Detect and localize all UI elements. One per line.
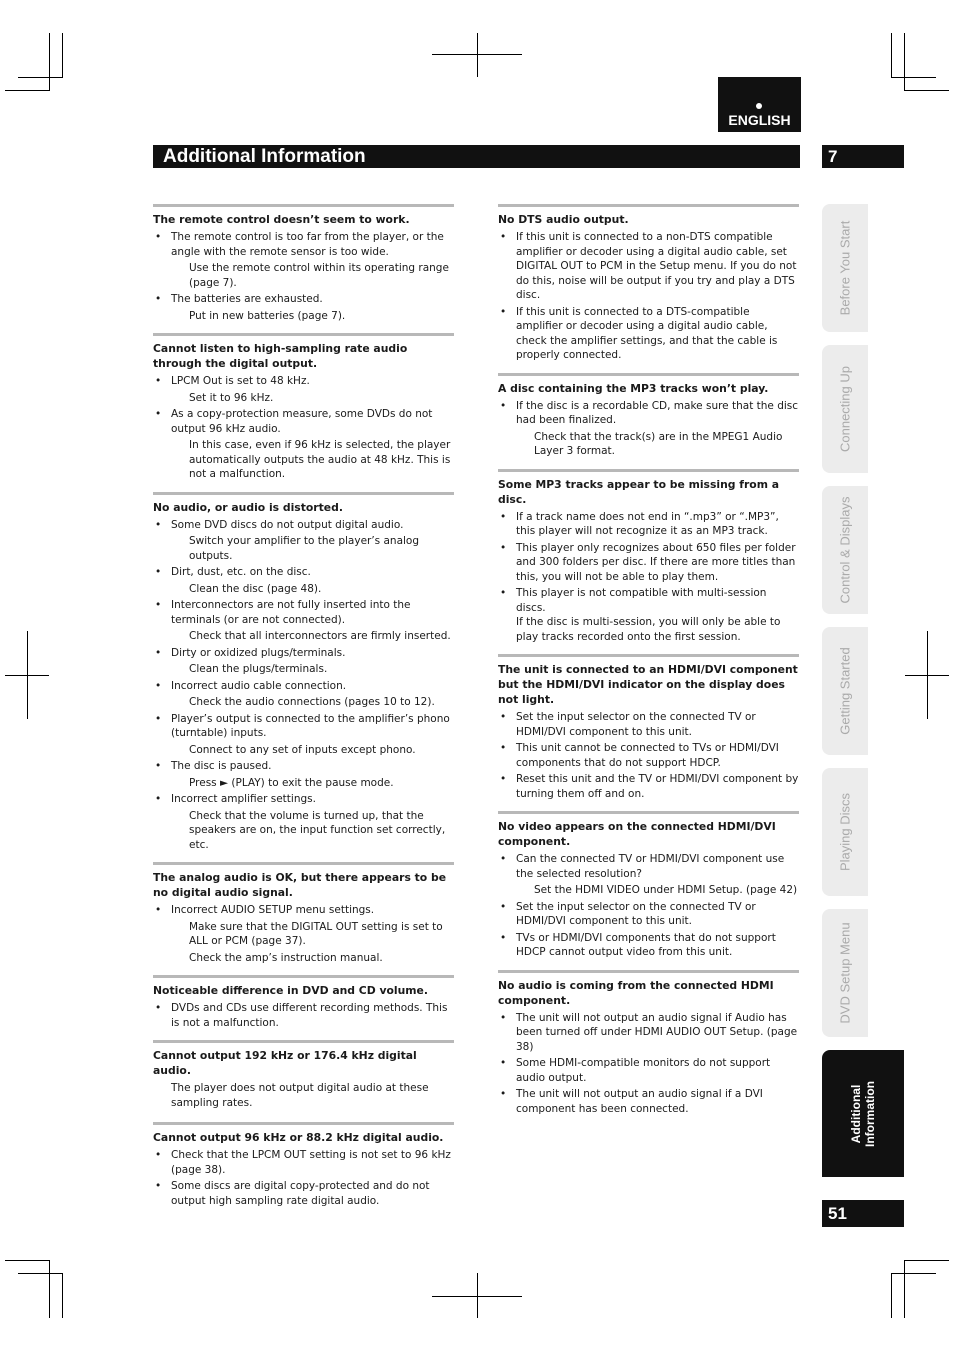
section-title: The analog audio is OK, but there appears to be no digital audio signal. xyxy=(153,871,447,899)
trouble-section xyxy=(153,862,454,971)
solution-text: Make sure that the DIGITAL OUT setting is set to ALL or PCM (page 37). xyxy=(189,920,443,947)
tab-additional-information[interactable] xyxy=(822,1050,904,1177)
list-item: • Interconnectors are not fully inserted into the terminals (or are not connected). xyxy=(153,598,454,627)
section-title: The remote control doesn’t seem to work. xyxy=(153,213,410,226)
list-item: • This unit cannot be connected to TVs or HDMI/DVI components that do not support HDCP. xyxy=(498,741,799,770)
list-item: • Set the input selector on the connected TV or HDMI/DVI component to this unit. xyxy=(498,900,799,929)
list-item-text: This player is not compatible with multi-session discs. xyxy=(516,587,767,614)
tab-label: Control & Displays xyxy=(837,496,853,604)
list-item: • LPCM Out is set to 48 kHz. xyxy=(153,374,454,389)
tab-before-you-start[interactable] xyxy=(822,204,868,332)
solution-text: Use the remote control within its operating range (page 7). xyxy=(189,262,449,289)
list-item: • This player only recognizes about 650 files per folder and 300 folders per disc. If there are more titles than this, you will not be able to play them. xyxy=(498,541,799,585)
solution-text: Check that all interconnectors are firmly inserted. xyxy=(189,630,451,642)
list-item: • If the disc is a recordable CD, make sure that the disc had been finalized. xyxy=(498,399,799,428)
tab-connecting-up[interactable] xyxy=(822,345,868,473)
section-title: Cannot output 96 kHz or 88.2 kHz digital audio. xyxy=(153,1131,444,1144)
tab-getting-started[interactable] xyxy=(822,627,868,755)
list-item xyxy=(498,586,799,644)
list-item-note: If the disc is multi-session, you will only be able to play tracks recorded onto the first session. xyxy=(516,616,781,643)
section-title: Cannot listen to high-sampling rate audio through the digital output. xyxy=(153,342,408,370)
section-title: A disc containing the MP3 tracks won’t play. xyxy=(498,381,769,395)
trouble-section xyxy=(498,811,799,966)
solution-text: Check that the track(s) are in the MPEG1 Audio Layer 3 format. xyxy=(534,430,783,457)
tab-playing-discs[interactable] xyxy=(822,768,868,896)
solution-text: Check the amp’s instruction manual. xyxy=(189,951,383,964)
list-item: • Check that the LPCM OUT setting is not set to 96 kHz (page 38). xyxy=(153,1148,454,1177)
right-column xyxy=(498,204,799,1120)
list-item: • If a track name does not end in “.mp3” or “.MP3”, this player will not recognize it as an MP3 track. xyxy=(498,510,799,539)
section-title: No audio is coming from the connected HDMI component. xyxy=(498,978,774,1007)
solution-text: Set it to 96 kHz. xyxy=(189,391,274,404)
page-number: 51 xyxy=(822,1200,904,1227)
trouble-section xyxy=(498,204,799,369)
trouble-section xyxy=(153,204,454,329)
section-title: No video appears on the connected HDMI/DVI component. xyxy=(498,820,776,848)
tab-label: Connecting Up xyxy=(837,366,853,452)
trouble-section xyxy=(153,492,454,859)
list-item: • The disc is paused. xyxy=(153,759,454,774)
solution-text: Connect to any set of inputs except phono. xyxy=(189,743,416,756)
list-item: • The remote control is too far from the player, or the angle with the remote sensor is too wide. xyxy=(153,230,454,259)
page-title: Additional Information xyxy=(153,145,800,168)
tab-label: Additional Information xyxy=(849,1080,877,1147)
list-item: • Incorrect audio cable connection. xyxy=(153,679,454,694)
section-title: No DTS audio output. xyxy=(498,213,629,226)
list-item: • TVs or HDMI/DVI components that do not support HDCP cannot output video from this unit. xyxy=(498,931,799,960)
tab-label: Before You Start xyxy=(837,220,853,316)
solution-text: Set the HDMI VIDEO under HDMI Setup. (page 42) xyxy=(534,884,798,896)
tab-dvd-setup-menu[interactable] xyxy=(822,909,868,1037)
list-item: • Some DVD discs do not output digital audio. xyxy=(153,518,454,533)
section-title: Cannot output 192 kHz or 176.4 kHz digital audio. xyxy=(153,1049,417,1077)
solution-text: Clean the disc (page 48). xyxy=(189,582,322,595)
list-item: • Some HDMI-compatible monitors do not support audio output. xyxy=(498,1056,799,1085)
section-title: No audio, or audio is distorted. xyxy=(153,500,343,514)
trouble-section xyxy=(498,970,799,1117)
list-item: • Reset this unit and the TV or HDMI/DVI component by turning them off and on. xyxy=(498,772,799,801)
list-item: • If this unit is connected to a non-DTS compatible amplifier or decoder using a digital audio cable, set DIGITAL OUT to PCM in the Setup menu. If you do not do this, noise will be output if you try and play a DTS disc. xyxy=(498,230,799,303)
left-column xyxy=(153,204,454,1212)
trouble-section xyxy=(498,654,799,807)
tab-label: Getting Started xyxy=(837,647,853,735)
paragraph: The player does not output digital audio at these sampling rates. xyxy=(171,1082,429,1109)
list-item: • Incorrect AUDIO SETUP menu settings. xyxy=(153,903,454,918)
chapter-number: 7 xyxy=(822,145,904,168)
trouble-section xyxy=(498,373,799,465)
list-item: • Some discs are digital copy-protected and do not output high sampling rate digital audio. xyxy=(153,1179,454,1208)
list-item: • The batteries are exhausted. xyxy=(153,292,454,307)
language-badge xyxy=(718,77,801,132)
list-item: • The unit will not output an audio signal if a DVI component has been connected. xyxy=(498,1087,799,1116)
tab-label: Playing Discs xyxy=(837,792,853,872)
list-item: • Dirt, dust, etc. on the disc. xyxy=(153,565,454,580)
list-item: • Can the connected TV or HDMI/DVI component use the selected resolution? xyxy=(498,852,799,881)
list-item: • As a copy-protection measure, some DVDs do not output 96 kHz audio. xyxy=(153,407,454,436)
trouble-section xyxy=(153,1122,454,1208)
list-item: • DVDs and CDs use different recording methods. This is not a malfunction. xyxy=(153,1001,454,1030)
solution-text: Switch your amplifier to the player’s analog outputs. xyxy=(189,535,420,562)
list-item: • The unit will not output an audio signal if Audio has been turned off under HDMI AUDIO OUT Setup. (page 38) xyxy=(498,1011,799,1055)
list-item: • Player’s output is connected to the amplifier’s phono (turntable) inputs. xyxy=(153,712,454,741)
tab-label: DVD Setup Menu xyxy=(837,922,853,1024)
trouble-section xyxy=(153,975,454,1036)
list-item: • Dirty or oxidized plugs/terminals. xyxy=(153,646,454,661)
trouble-section xyxy=(498,469,799,651)
bullet-dot-icon xyxy=(756,103,762,109)
language-label: ENGLISH xyxy=(728,112,791,128)
solution-text: Check that the volume is turned up, that the speakers are on, the input function set correctly, etc. xyxy=(189,809,446,851)
tab-control-displays[interactable] xyxy=(822,486,868,614)
solution-text: Put in new batteries (page 7). xyxy=(189,309,346,322)
section-title: Some MP3 tracks appear to be missing from a disc. xyxy=(498,477,779,506)
section-title: The unit is connected to an HDMI/DVI component but the HDMI/DVI indicator on the display does not light. xyxy=(498,663,798,706)
solution-text: Clean the plugs/terminals. xyxy=(189,663,328,675)
solution-text: In this case, even if 96 kHz is selected, the player automatically outputs the audio at 48 kHz. This is not a malfunction. xyxy=(189,439,451,480)
list-item: • Incorrect amplifier settings. xyxy=(153,792,454,807)
list-item: • Set the input selector on the connected TV or HDMI/DVI component to this unit. xyxy=(498,710,799,739)
solution-text: Press ► (PLAY) to exit the pause mode. xyxy=(189,776,394,789)
trouble-section xyxy=(153,1040,454,1118)
trouble-section xyxy=(153,333,454,488)
list-item: • If this unit is connected to a DTS-compatible amplifier or decoder using a digital audio cable, check the amplifier settings, and that the cable is properly connected. xyxy=(498,305,799,363)
solution-text: Check the audio connections (pages 10 to 12). xyxy=(189,696,435,708)
section-title: Noticeable difference in DVD and CD volume. xyxy=(153,984,428,997)
